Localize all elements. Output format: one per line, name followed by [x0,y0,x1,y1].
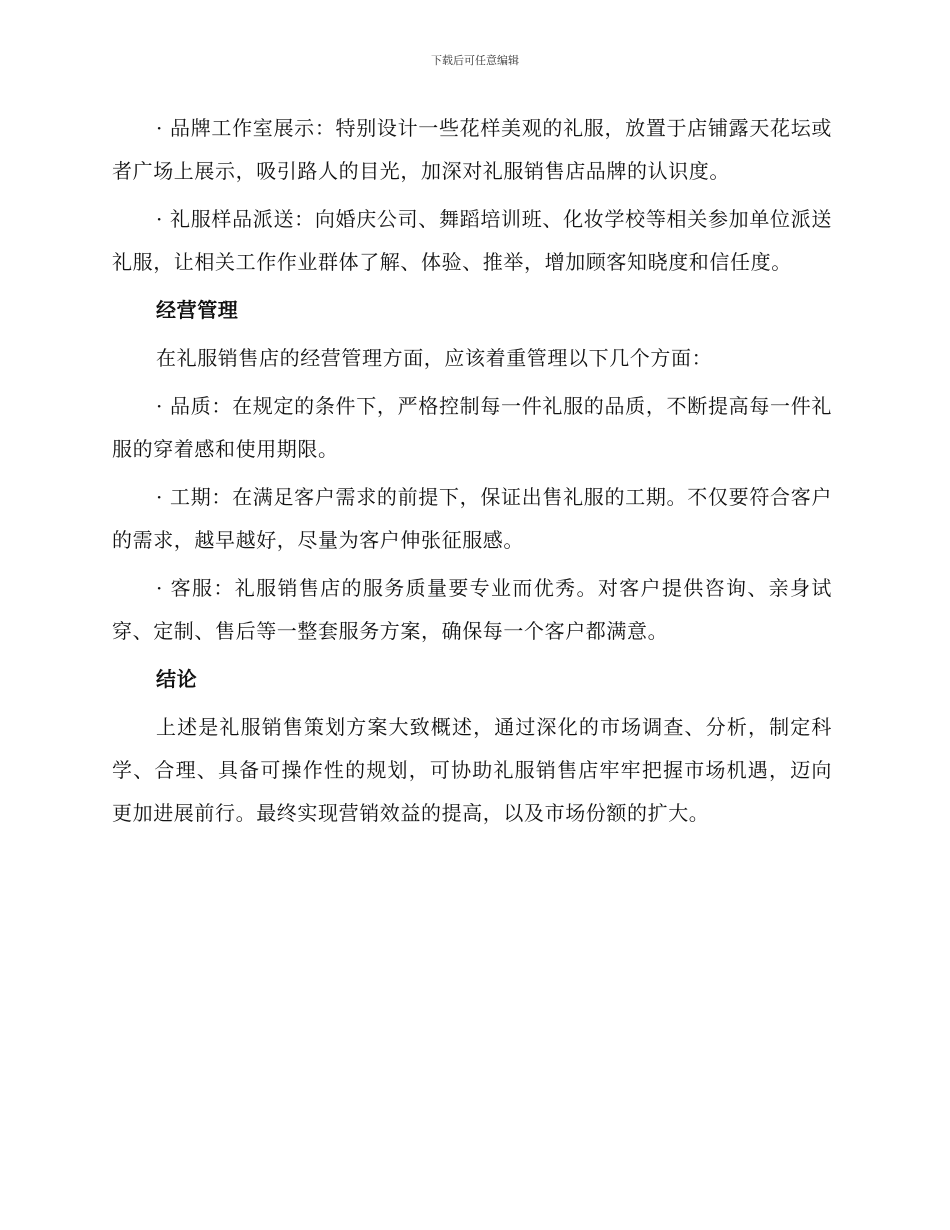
document-body [112,107,832,835]
promo-brand-studio-paragraph: · 品牌工作室展示：特别设计一些花样美观的礼服，放置于店铺露天花坛或者广场上展示，吸引路人的目光，加深对礼服销售店品牌的认识度。 [112,116,832,183]
management-schedule-paragraph: · 工期：在满足客户需求的前提下，保证出售礼服的工期。不仅要符合客户的需求，越早越好，尽量为客户伸张征服感。 [112,485,832,552]
promo-sample-delivery-paragraph: · 礼服样品派送：向婚庆公司、舞蹈培训班、化妆学校等相关参加单位派送礼服，让相关工作作业群体了解、体验、推举，增加顾客知晓度和信任度。 [112,207,832,274]
page-header-note: 下载后可任意编辑 [431,54,519,67]
management-quality-paragraph: · 品质：在规定的条件下，严格控制每一件礼服的品质，不断提高每一件礼服的穿着感和使用期限。 [112,394,832,461]
conclusion-heading: 结论 [156,667,198,691]
conclusion-paragraph: 上述是礼服销售策划方案大致概述，通过深化的市场调查、分析，制定科学、合理、具备可操作性的规划，可协助礼服销售店牢牢把握市场机遇，迈向更加进展前行。最终实现营销效益的提高，以及市场份额的扩大。 [112,715,832,825]
management-heading: 经营管理 [156,298,239,322]
management-intro-paragraph: 在礼服销售店的经营管理方面，应该着重管理以下几个方面： [156,346,713,370]
management-service-paragraph: · 客服：礼服销售店的服务质量要专业而优秀。对客户提供咨询、亲身试穿、定制、售后等一整套服务方案，确保每一个客户都满意。 [112,576,832,643]
